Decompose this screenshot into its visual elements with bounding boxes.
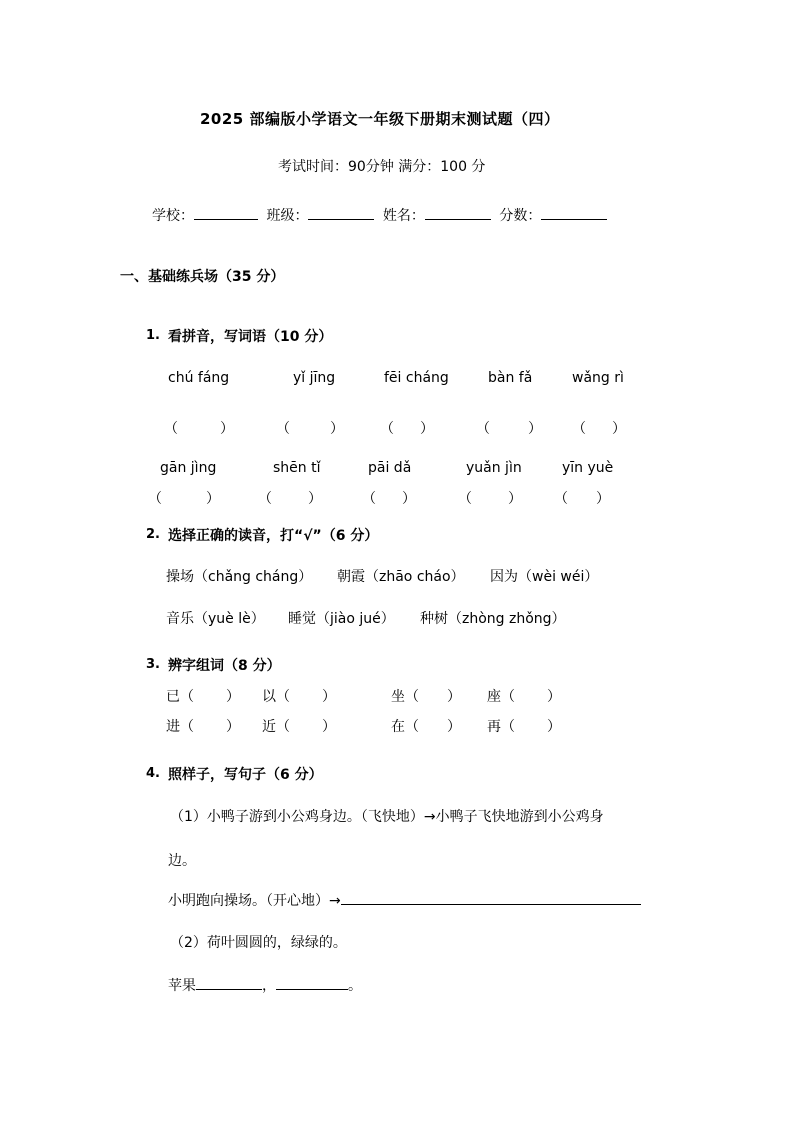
class-label: 班级： bbox=[266, 208, 309, 224]
page-title: 2025 部编版小学语文一年级下册期末测试题（四） bbox=[200, 110, 560, 128]
pinyin-item: gān jìng bbox=[160, 460, 217, 476]
word-item[interactable]: 坐（ ） bbox=[391, 689, 461, 705]
info-row bbox=[152, 205, 607, 225]
question-title: 照样子，写句子（6 分） bbox=[168, 767, 323, 783]
answer-box[interactable]: （ ） bbox=[148, 491, 220, 507]
choice-item[interactable]: 因为（wèi wéi） bbox=[490, 569, 599, 585]
answer-line[interactable] bbox=[276, 975, 348, 990]
pinyin-item: pāi dǎ bbox=[368, 460, 412, 476]
pinyin-item: bàn fǎ bbox=[488, 370, 533, 386]
sentence-task: 小明跑向操场。（开心地）→ bbox=[168, 890, 641, 910]
question-number: 4. bbox=[146, 766, 160, 781]
question-title: 选择正确的读音，打“√”（6 分） bbox=[168, 528, 379, 544]
name-label: 姓名： bbox=[382, 208, 425, 224]
class-field[interactable] bbox=[308, 205, 374, 220]
answer-box[interactable]: （ ） bbox=[276, 421, 344, 437]
word-item[interactable]: 近（ ） bbox=[262, 719, 336, 735]
answer-line[interactable] bbox=[341, 890, 641, 905]
answer-box[interactable]: （ ） bbox=[164, 421, 234, 437]
choice-item[interactable]: 种树（zhòng zhǒng） bbox=[420, 611, 566, 627]
word-item[interactable]: 在（ ） bbox=[391, 719, 461, 735]
pinyin-item: chú fáng bbox=[168, 370, 230, 386]
example-sentence: （1）小鸭子游到小公鸡身边。（飞快地）→小鸭子飞快地游到小公鸡身 bbox=[170, 809, 604, 825]
answer-box[interactable]: （ ） bbox=[572, 421, 626, 437]
school-field[interactable] bbox=[194, 205, 258, 220]
answer-box[interactable]: （ ） bbox=[554, 491, 610, 507]
score-field[interactable] bbox=[541, 205, 607, 220]
pinyin-item: fēi cháng bbox=[384, 370, 449, 386]
choice-item[interactable]: 睡觉（jiào jué） bbox=[288, 611, 395, 627]
answer-line[interactable] bbox=[196, 975, 262, 990]
choice-item[interactable]: 操场（chǎng cháng） bbox=[166, 569, 313, 585]
sentence-task: 苹果 ， 。 bbox=[168, 975, 362, 995]
word-item[interactable]: 已（ ） bbox=[166, 689, 240, 705]
question-number: 2. bbox=[146, 527, 160, 542]
question-number: 3. bbox=[146, 657, 160, 672]
pinyin-item: yīn yuè bbox=[562, 460, 614, 476]
section-heading: 一、基础练兵场（35 分） bbox=[120, 269, 285, 285]
pinyin-item: shēn tǐ bbox=[273, 460, 321, 476]
question-title: 辨字组词（8 分） bbox=[168, 658, 281, 674]
name-field[interactable] bbox=[425, 205, 491, 220]
answer-box[interactable]: （ ） bbox=[380, 421, 434, 437]
word-item[interactable]: 再（ ） bbox=[487, 719, 561, 735]
question-number: 1. bbox=[146, 328, 160, 343]
answer-box[interactable]: （ ） bbox=[258, 491, 322, 507]
word-item[interactable]: 以（ ） bbox=[262, 689, 336, 705]
exam-subtitle: 考试时间：90分钟 满分：100 分 bbox=[278, 159, 486, 175]
choice-item[interactable]: 音乐（yuè lè） bbox=[166, 611, 265, 627]
example-sentence-cont: 边。 bbox=[168, 853, 196, 869]
word-item[interactable]: 座（ ） bbox=[487, 689, 561, 705]
school-label: 学校： bbox=[152, 208, 194, 224]
answer-box[interactable]: （ ） bbox=[476, 421, 542, 437]
choice-item[interactable]: 朝霞（zhāo cháo） bbox=[337, 569, 465, 585]
example-sentence: （2）荷叶圆圆的，绿绿的。 bbox=[170, 935, 347, 951]
answer-box[interactable]: （ ） bbox=[458, 491, 522, 507]
word-item[interactable]: 进（ ） bbox=[166, 719, 240, 735]
pinyin-item: yǐ jīng bbox=[293, 370, 336, 386]
pinyin-item: yuǎn jìn bbox=[466, 460, 522, 476]
answer-box[interactable]: （ ） bbox=[362, 491, 416, 507]
question-title: 看拼音，写词语（10 分） bbox=[168, 329, 333, 345]
score-label: 分数： bbox=[499, 208, 542, 224]
pinyin-item: wǎng rì bbox=[572, 370, 624, 386]
